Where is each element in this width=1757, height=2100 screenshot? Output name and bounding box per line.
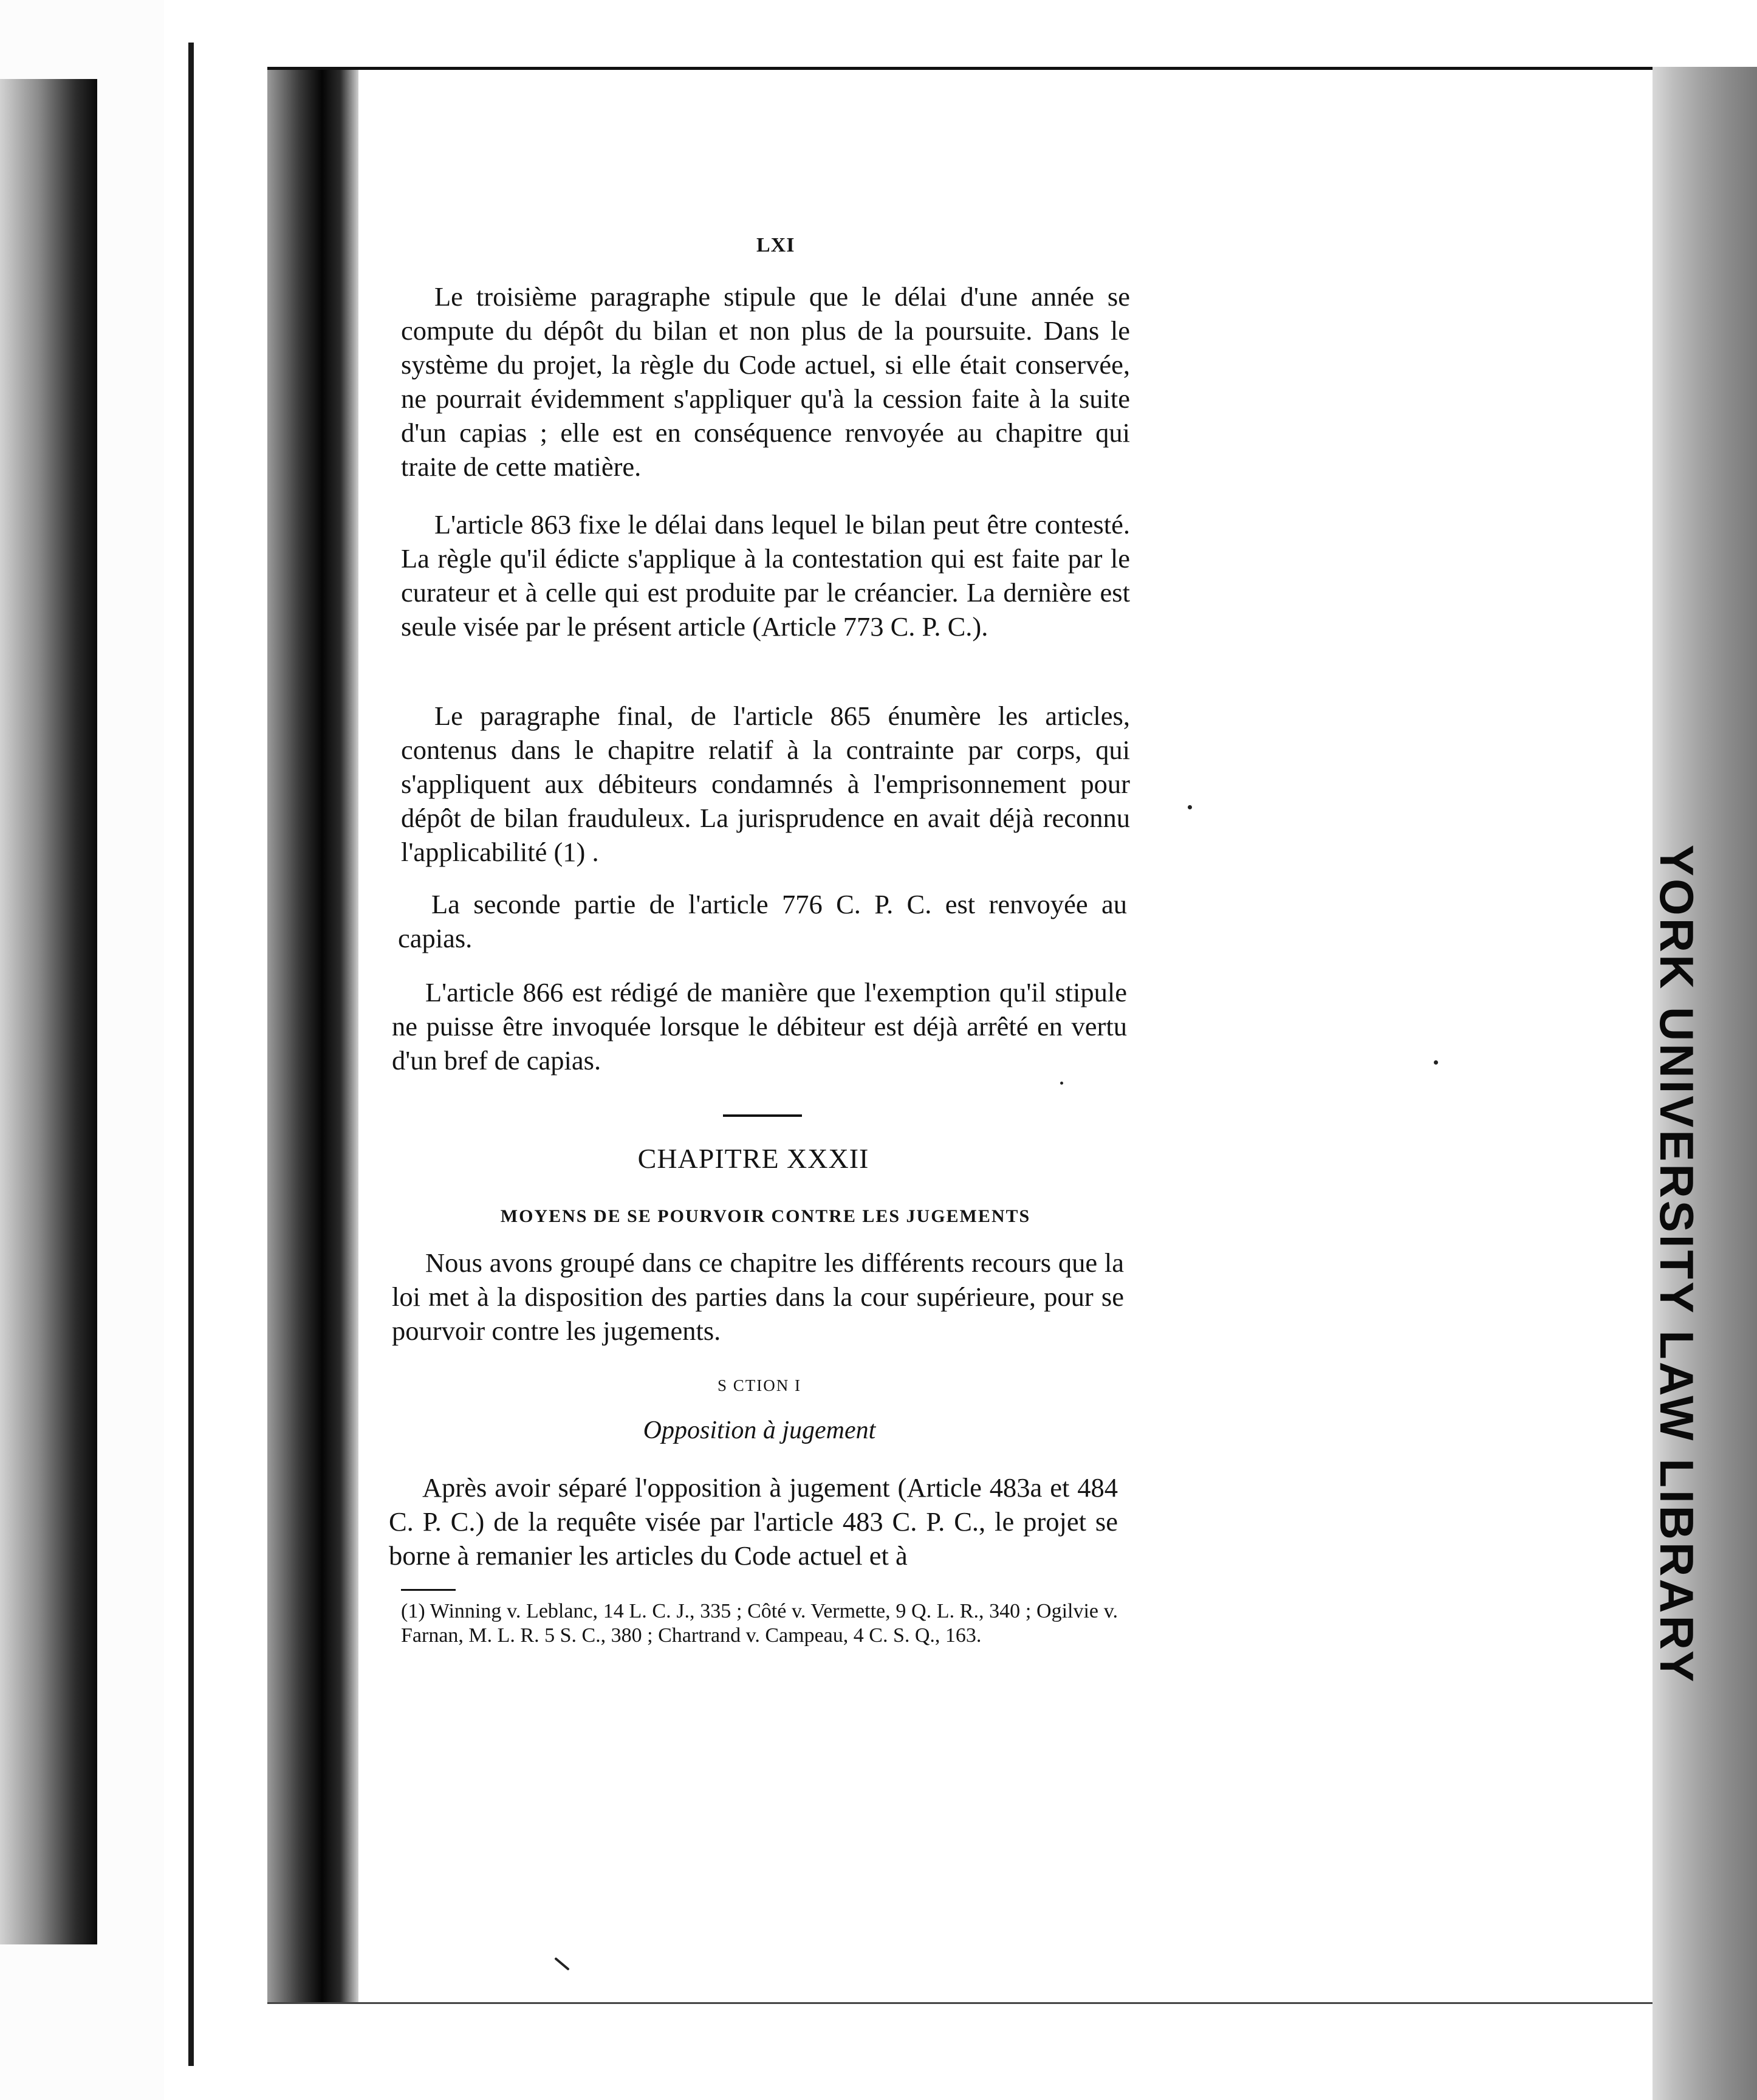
left-page-shadow xyxy=(0,79,97,1944)
gutter-shadow xyxy=(267,70,358,2002)
chapter-intro: Nous avons groupé dans ce chapitre les différents recours que la loi met à la disposition des parties dans la cour supérieure, pour se pourvoir contre les jugements. xyxy=(392,1247,1124,1346)
chapter-title: CHAPITRE XXXII xyxy=(637,1143,869,1174)
page-divider xyxy=(188,43,194,2066)
paragraph-1: Le troisième paragraphe stipule que le délai d'une année se compute du dépôt du bilan et non plus de la poursuite. Dans le système du projet, la règle du Code actuel, si elle était conservée, ne pourrait évidemment s'appliquer qu'à la cession faite à la suite d'un capias ; elle est en conséquence renvoyée au chapitre qui traite de cette matière. xyxy=(401,281,1130,482)
page-number: LXI xyxy=(756,234,795,256)
scan-speck xyxy=(1434,1060,1438,1065)
library-stamp: YORK UNIVERSITY LAW LIBRARY xyxy=(1650,845,1704,1685)
chapter-rule xyxy=(723,1114,802,1117)
scan-speck xyxy=(1060,1082,1063,1085)
paragraph-5: L'article 866 est rédigé de manière que l'exemption qu'il stipule ne puisse être invoquée lorsque le débiteur est déjà arrêté en vertu d'un bref de capias. xyxy=(392,977,1127,1076)
paragraph-2: L'article 863 fixe le délai dans lequel le bilan peut être contesté. La règle qu'il édicte s'applique à la contestation qui est faite par le curateur et à celle qui est produite par le créancier. La dernière est seule visée par le présent article (Article 773 C. P. C.). xyxy=(401,509,1130,642)
footnote: (1) Winning v. Leblanc, 14 L. C. J., 335 ; Côté v. Vermette, 9 Q. L. R., 340 ; Ogilvie v. Farnan, M. L. R. 5 S. C., 380 ; Chartrand v. Campeau, 4 C. S. Q., 163. xyxy=(401,1600,1118,1647)
paragraph-4: La seconde partie de l'article 776 C. P. C. est renvoyée au capias. xyxy=(398,889,1127,953)
chapter-subtitle: MOYENS DE SE POURVOIR CONTRE LES JUGEMENTS xyxy=(500,1206,1031,1226)
section-title: Opposition à jugement xyxy=(643,1416,876,1444)
footnote-rule xyxy=(401,1589,456,1591)
scan-speck xyxy=(1188,805,1192,809)
paragraph-3: Le paragraphe final, de l'article 865 énumère les articles, contenus dans le chapitre relatif à la contrainte par corps, qui s'appliquent aux débiteurs condamnés à l'emprisonnement pour dépôt de bilan frauduleux. La jurisprudence en avait déjà reconnu l'applicabilité (1) . xyxy=(401,701,1130,867)
section-paragraph: Après avoir séparé l'opposition à jugement (Article 483a et 484 C. P. C.) de la requête visée par l'article 483 C. P. C., le projet se borne à remanier les articles du Code actuel et à xyxy=(389,1472,1118,1571)
section-label: S CTION I xyxy=(718,1376,801,1395)
